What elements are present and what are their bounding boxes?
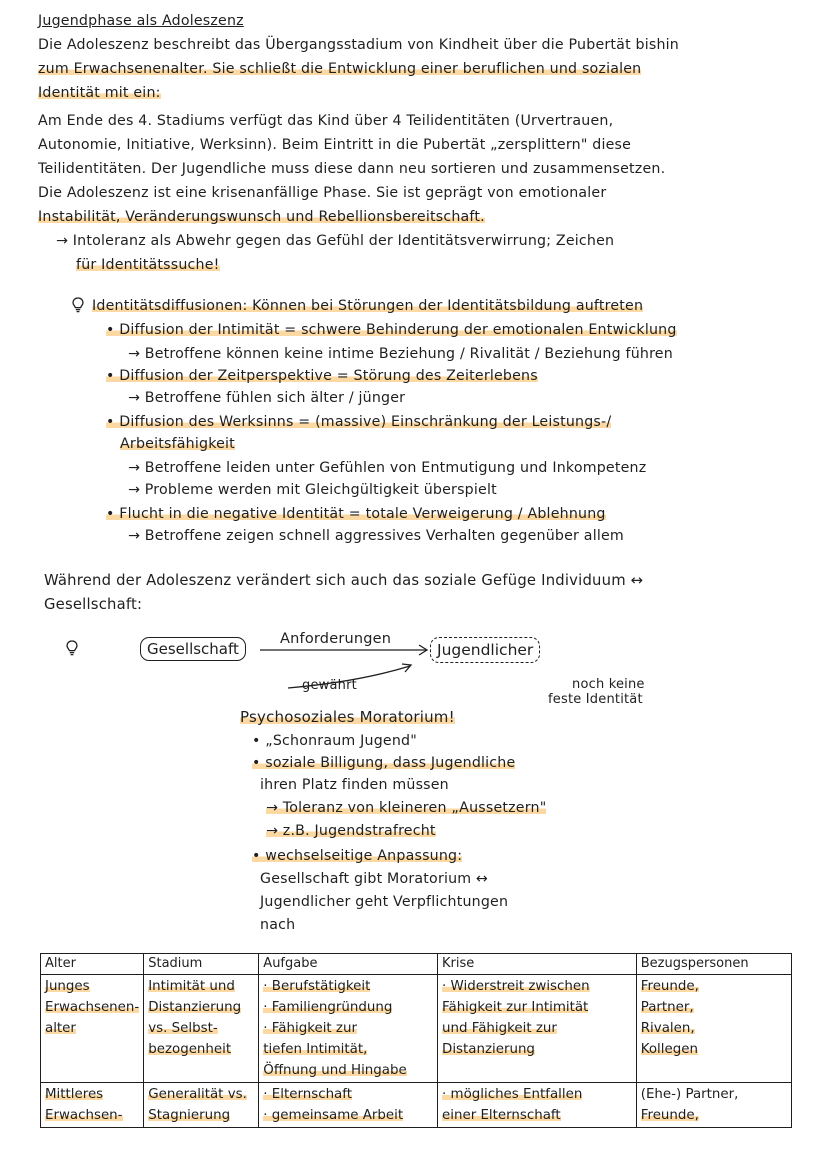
cell-stadium	[144, 1083, 259, 1128]
no-identity-note: noch keine	[572, 677, 645, 692]
cell-text: Generalität vs.	[148, 1087, 247, 1102]
cell-text: · Elternschaft	[263, 1087, 352, 1102]
society-intro-line: Während der Adoleszenz verändert sich auch das soziale Gefüge Individuum ↔	[44, 572, 644, 589]
grants-label: gewährt	[302, 678, 357, 693]
intro-line: Instabilität, Veränderungswunsch und Rebellionsbereitschaft.	[38, 209, 485, 225]
cell-text: Mittleres	[45, 1087, 104, 1102]
diffusion-subitem: → Betroffene zeigen schnell aggressives Verhalten gegenüber allem	[128, 528, 624, 544]
cell-text: bezogenheit	[148, 1042, 232, 1057]
society-box: Gesellschaft	[140, 637, 246, 661]
moratorium-title: Psychosoziales Moratorium!	[240, 708, 455, 726]
cell-krise	[438, 1083, 637, 1128]
column-header-bezugspersonen: Bezugspersonen	[636, 954, 791, 975]
cell-stadium	[144, 975, 259, 1083]
intro-line: → Intoleranz als Abwehr gegen das Gefühl der Identitätsverwirrung; Zeichen	[56, 233, 615, 249]
column-header-aufgabe: Aufgabe	[259, 954, 438, 975]
diffusion-item: • Diffusion des Werksinns = (massive) Einschränkung der Leistungs-/	[106, 414, 612, 430]
cell-text: Partner,	[640, 1000, 694, 1015]
intro-line: Teilidentitäten. Der Jugendliche muss diese dann neu sortieren und zusammensetzen.	[38, 161, 666, 177]
cell-text: Stagnierung	[148, 1108, 231, 1123]
cell-text: tiefen Intimität,	[263, 1042, 368, 1057]
intro-line: Identität mit ein:	[38, 85, 161, 101]
diffusion-item-cont: Arbeitsfähigkeit	[120, 436, 235, 452]
column-header-alter: Alter	[41, 954, 144, 975]
cell-text: Fähigkeit zur Intimität	[442, 1000, 589, 1015]
diffusion-title: Identitätsdiffusionen: Können bei Störungen der Identitätsbildung auftreten	[92, 298, 644, 314]
cell-text: Distanzierung	[442, 1042, 535, 1057]
diffusion-subitem: → Betroffene leiden unter Gefühlen von Entmutigung und Inkompetenz	[128, 460, 647, 476]
cell-bezugspersonen	[636, 975, 791, 1083]
moratorium-line: → z.B. Jugendstrafrecht	[266, 823, 436, 839]
cell-text: Freunde,	[640, 979, 699, 994]
cell-text: Rivalen,	[640, 1021, 695, 1036]
table-header-row	[41, 954, 792, 975]
diffusion-item: • Diffusion der Zeitperspektive = Störung des Zeiterlebens	[106, 368, 538, 384]
erikson-stage-table	[40, 953, 792, 1128]
moratorium-line: ihren Platz finden müssen	[260, 777, 449, 793]
cell-text: Intimität und	[148, 979, 235, 994]
intro-line: Am Ende des 4. Stadiums verfügt das Kind über 4 Teilidentitäten (Urvertrauen,	[38, 113, 614, 129]
moratorium-line: nach	[260, 917, 296, 933]
intro-line: Autonomie, Initiative, Werksinn). Beim Eintritt in die Pubertät „zersplittern" diese	[38, 137, 632, 153]
cell-text: Distanzierung	[148, 1000, 242, 1015]
cell-text: alter	[45, 1021, 76, 1036]
youth-box: Jugendlicher	[430, 637, 540, 663]
cell-bezugspersonen	[636, 1083, 791, 1128]
cell-text: und Fähigkeit zur	[442, 1021, 557, 1036]
moratorium-line: • soziale Billigung, dass Jugendliche	[252, 755, 516, 771]
cell-text: Öffnung und Hingabe	[263, 1063, 407, 1078]
intro-line: für Identitätssuche!	[76, 257, 220, 273]
no-identity-note: feste Identität	[548, 692, 643, 707]
cell-text: · mögliches Entfallen	[442, 1087, 583, 1102]
diffusion-item: • Flucht in die negative Identität = totale Verweigerung / Ablehnung	[106, 506, 606, 522]
cell-text: (Ehe-) Partner,	[640, 1087, 739, 1102]
cell-text: · Berufstätigkeit	[263, 979, 371, 994]
intro-line: Die Adoleszenz ist eine krisenanfällige Phase. Sie ist geprägt von emotionaler	[38, 185, 607, 201]
lightbulb-icon	[72, 297, 84, 313]
cell-text: vs. Selbst-	[148, 1021, 218, 1036]
diffusion-item: • Diffusion der Intimität = schwere Behinderung der emotionalen Entwicklung	[106, 322, 677, 338]
diffusion-subitem: → Betroffene können keine intime Beziehung / Rivalität / Beziehung führen	[128, 346, 673, 362]
moratorium-line: Gesellschaft gibt Moratorium ↔	[260, 871, 489, 887]
lightbulb-icon	[66, 640, 78, 656]
column-header-stadium: Stadium	[144, 954, 259, 975]
cell-aufgabe	[259, 975, 438, 1083]
cell-krise	[438, 975, 637, 1083]
cell-text: · Widerstreit zwischen	[442, 979, 590, 994]
cell-text: Freunde,	[640, 1108, 699, 1123]
table-row	[41, 975, 792, 1083]
cell-text: Junges	[45, 979, 90, 994]
moratorium-line: • wechselseitige Anpassung:	[252, 848, 463, 864]
cell-aufgabe	[259, 1083, 438, 1128]
demands-label: Anforderungen	[280, 631, 392, 647]
moratorium-line: • „Schonraum Jugend"	[252, 733, 417, 749]
cell-text: Erwachsenen-	[45, 1000, 140, 1015]
cell-text: einer Elternschaft	[442, 1108, 561, 1123]
intro-line: Die Adoleszenz beschreibt das Übergangsstadium von Kindheit über die Pubertät bishin	[38, 37, 680, 53]
cell-text: · Familiengründung	[263, 1000, 393, 1015]
diffusion-subitem: → Probleme werden mit Gleichgültigkeit überspielt	[128, 482, 497, 498]
cell-text: · gemeinsame Arbeit	[263, 1108, 404, 1123]
page-title: Jugendphase als Adoleszenz	[38, 13, 244, 29]
cell-alter	[41, 1083, 144, 1128]
society-intro-line: Gesellschaft:	[44, 596, 143, 613]
table-row	[41, 1083, 792, 1128]
column-header-krise: Krise	[438, 954, 637, 975]
moratorium-line: Jugendlicher geht Verpflichtungen	[260, 894, 509, 910]
cell-alter	[41, 975, 144, 1083]
cell-text: Erwachsen-	[45, 1108, 123, 1123]
moratorium-line: → Toleranz von kleineren „Aussetzern"	[266, 800, 547, 816]
cell-text: · Fähigkeit zur	[263, 1021, 357, 1036]
intro-line: zum Erwachsenenalter. Sie schließt die Entwicklung einer beruflichen und sozialen	[38, 61, 642, 77]
cell-text: Kollegen	[640, 1042, 698, 1057]
diffusion-subitem: → Betroffene fühlen sich älter / jünger	[128, 390, 406, 406]
